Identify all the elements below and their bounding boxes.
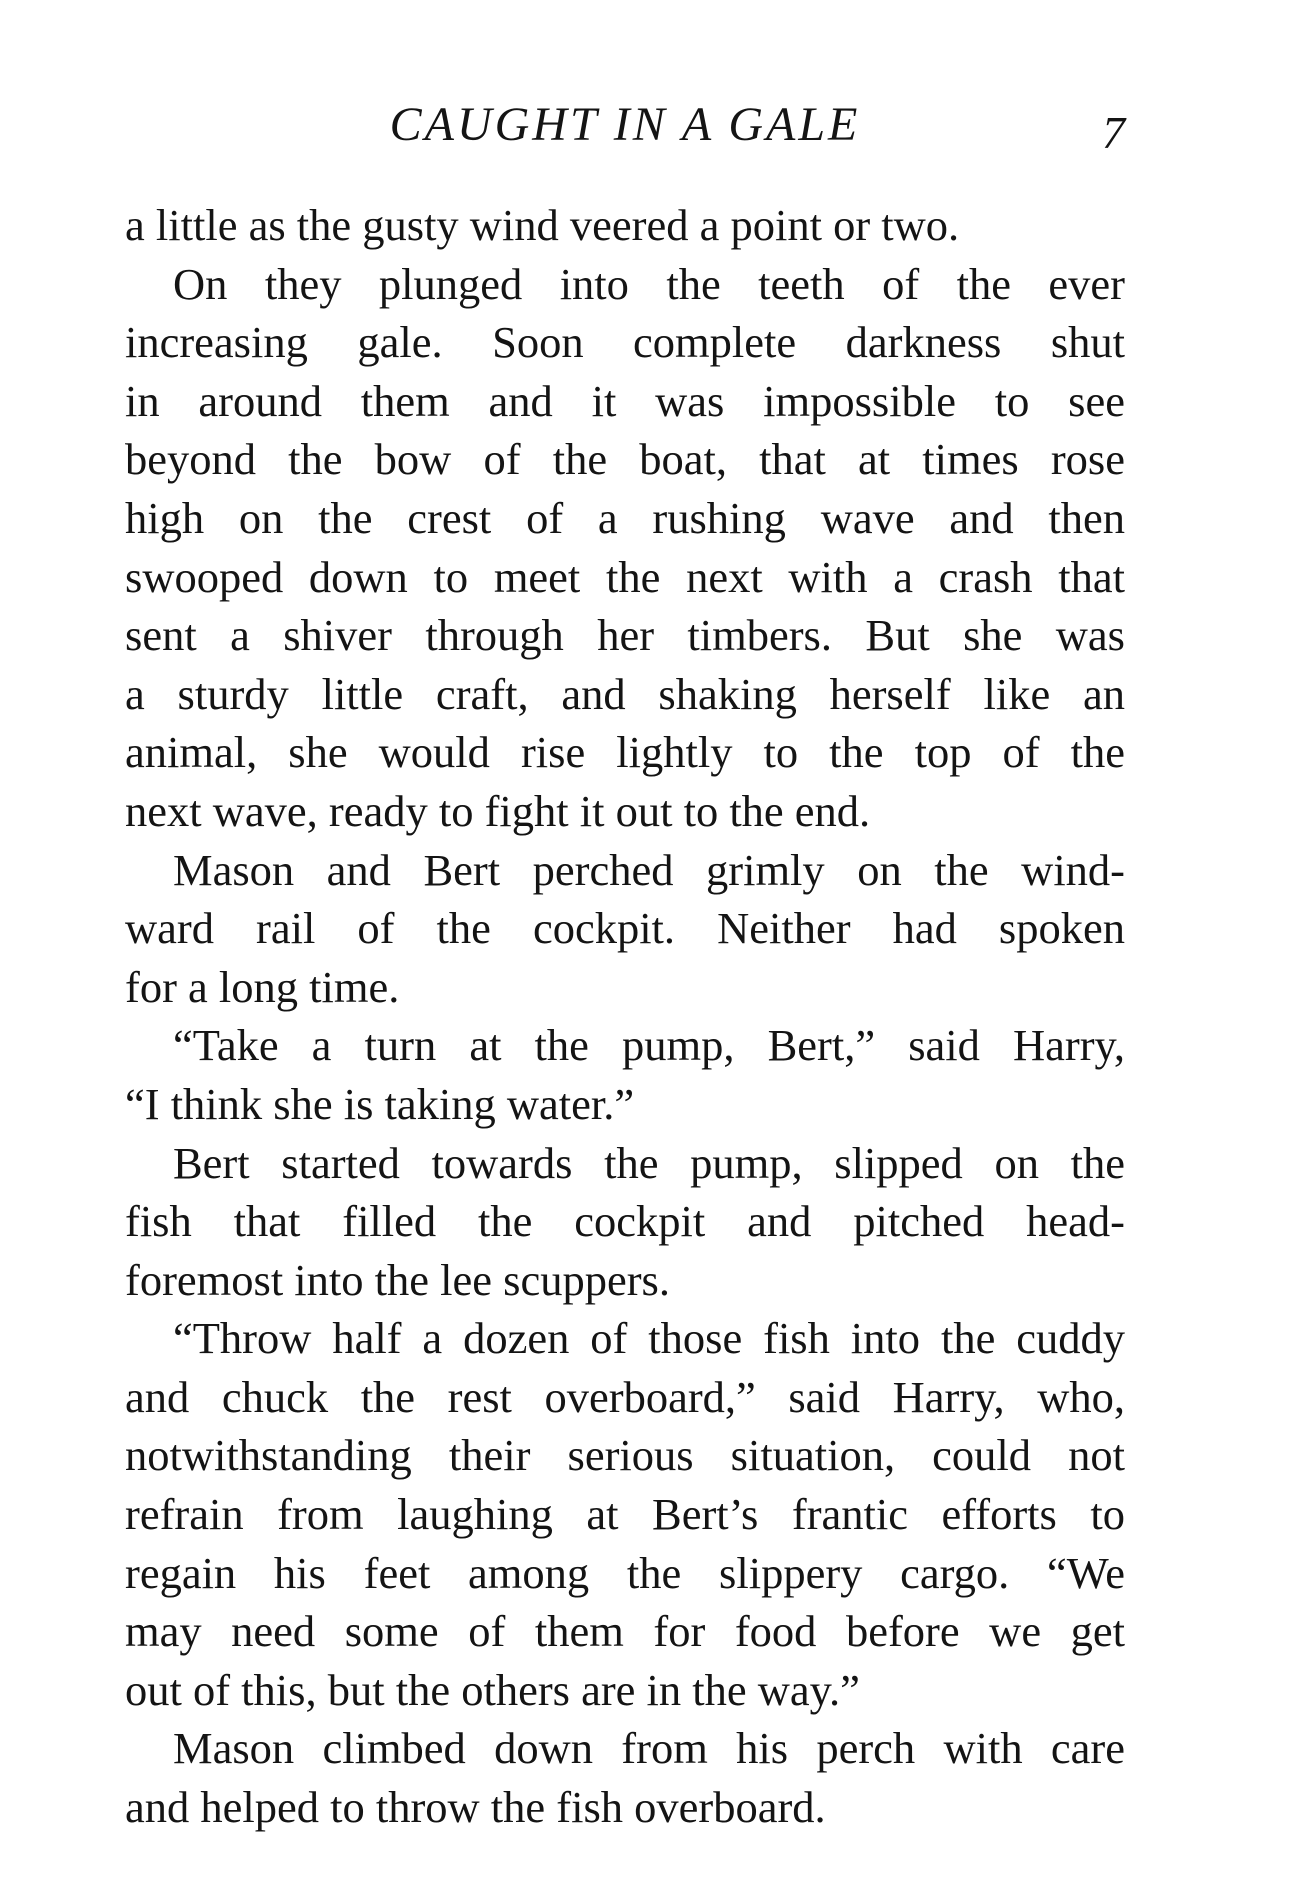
text-line: sent a shiver through her timbers. But she was [125, 610, 1125, 661]
text-line: “Take a turn at the pump, Bert,” said Harry, [173, 1020, 1125, 1071]
text-line: notwithstanding their serious situation, could not [125, 1430, 1125, 1481]
text-line: increasing gale. Soon complete darkness shut [125, 317, 1125, 368]
text-line: On they plunged into the teeth of the ever [173, 258, 1125, 309]
text-line: “Throw half a dozen of those fish into the cuddy [173, 1313, 1125, 1364]
text-line: Bert started towards the pump, slipped on the [173, 1137, 1125, 1188]
text-line: in around them and it was impossible to see [125, 375, 1125, 426]
text-line: may need some of them for food before we get [125, 1606, 1125, 1657]
page-number: 7 [1102, 107, 1125, 158]
text-line: out of this, but the others are in the way.” [125, 1664, 860, 1715]
text-line: foremost into the lee scuppers. [125, 1254, 670, 1305]
text-line: and chuck the rest overboard,” said Harry, who, [125, 1371, 1125, 1422]
running-head: CAUGHT IN A GALE [389, 98, 861, 151]
text-line: animal, she would rise lightly to the top of the [125, 727, 1125, 778]
text-line: next wave, ready to fight it out to the end. [125, 785, 871, 836]
text-line: and helped to throw the fish overboard. [125, 1782, 826, 1833]
text-line: ward rail of the cockpit. Neither had spoken [125, 903, 1125, 954]
text-line: fish that filled the cockpit and pitched head- [125, 1196, 1125, 1247]
text-line: Mason climbed down from his perch with care [173, 1723, 1125, 1774]
text-line: for a long time. [125, 961, 400, 1012]
text-line: high on the crest of a rushing wave and then [125, 492, 1125, 543]
body-text [125, 196, 1125, 1837]
text-line: a little as the gusty wind veered a point or two. [125, 200, 960, 250]
text-line: “I think she is taking water.” [125, 1078, 635, 1129]
page-header [125, 95, 1125, 165]
text-line: swooped down to meet the next with a crash that [125, 551, 1125, 602]
text-line: refrain from laughing at Bert’s frantic efforts to [125, 1489, 1125, 1540]
text-line: beyond the bow of the boat, that at times rose [125, 434, 1125, 485]
text-line: regain his feet among the slippery cargo. “We [125, 1547, 1125, 1598]
text-line: Mason and Bert perched grimly on the wind- [173, 844, 1125, 895]
text-line: a sturdy little craft, and shaking herself like an [125, 668, 1125, 719]
